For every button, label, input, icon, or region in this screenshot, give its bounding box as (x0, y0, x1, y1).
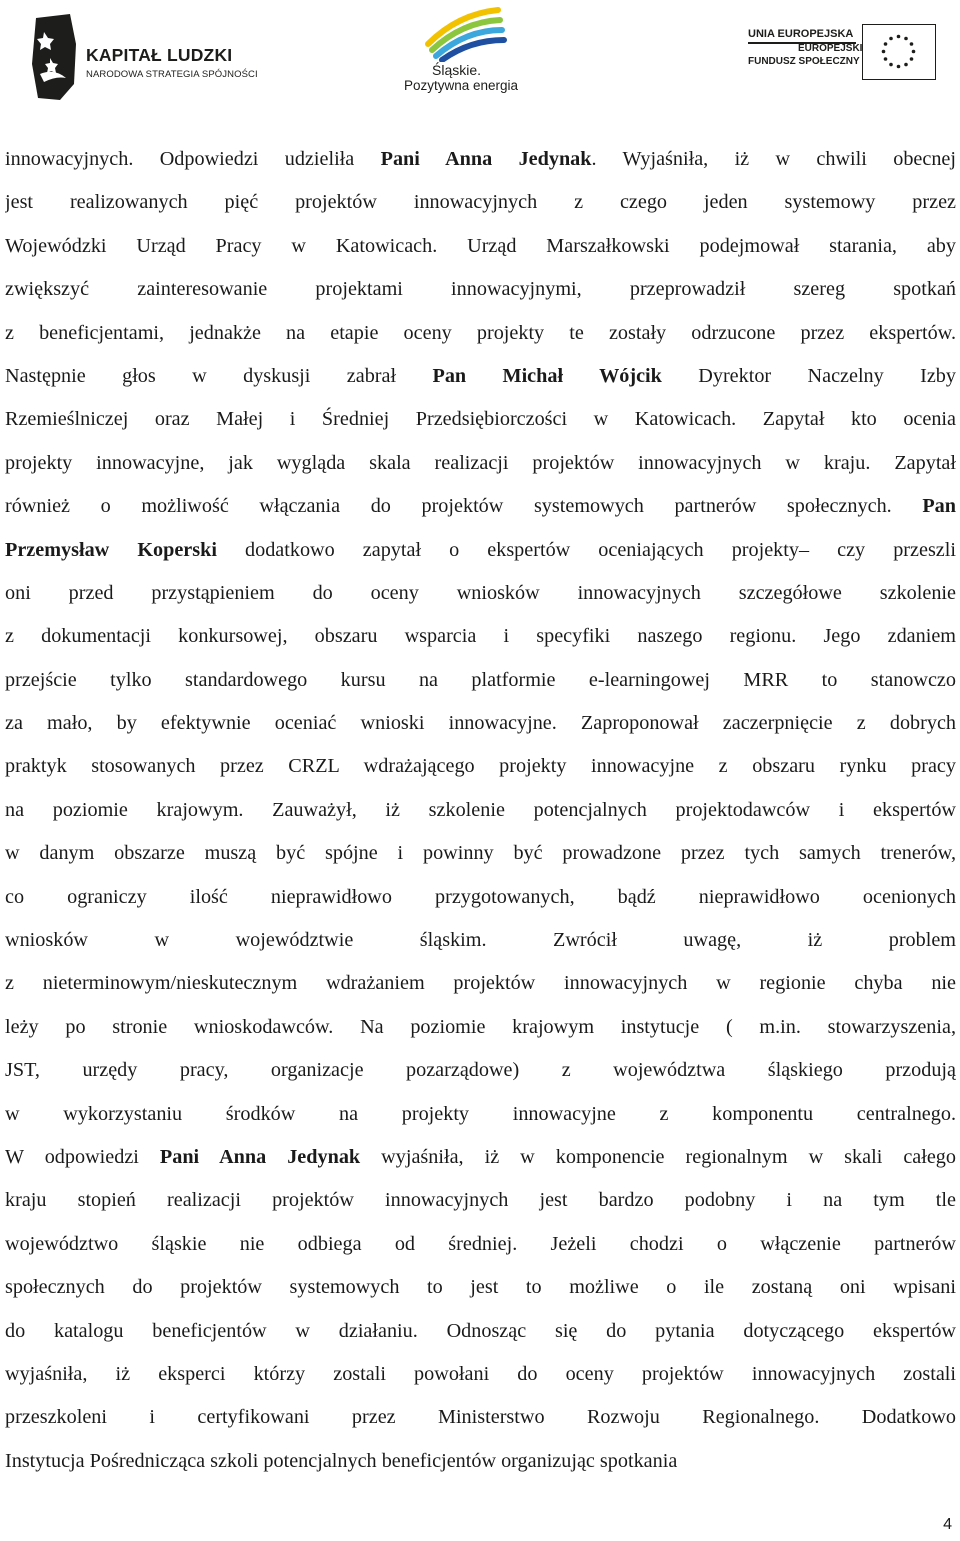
text-line (5, 138, 956, 181)
text-line (5, 485, 956, 528)
text-run: w danym obszarze muszą być spójne i powinny być prowadzone przez tych samych trenerów, (5, 842, 956, 865)
text-line (5, 442, 956, 485)
document-body (5, 138, 956, 1483)
bold-name: Pani Anna Jedynak (159, 1145, 361, 1168)
bold-name: Przemysław Koperski (5, 538, 217, 561)
text-run: oni przed przystąpieniem do oceny wniosków innowacyjnych szczegółowe szkolenie (5, 581, 956, 604)
text-line (5, 659, 956, 702)
text-run: z beneficjentami, jednakże na etapie oceny projekty te zostały odrzucone przez ekspertów. (5, 321, 956, 344)
eu-line-1: UNIA EUROPEJSKA (748, 28, 854, 40)
eu-star-icon (904, 37, 908, 41)
text-run: Wojewódzki Urząd Pracy w Katowicach. Urząd Marszałkowski podejmował starania, aby (5, 234, 956, 257)
eu-star-icon (912, 50, 916, 54)
text-line (5, 398, 956, 441)
kapital-ludzki-logo (30, 14, 258, 104)
text-run: dodatkowo zapytał o ekspertów oceniających projekty– czy przeszli (216, 538, 956, 561)
eu-star-icon (910, 57, 914, 61)
text-line (5, 312, 956, 355)
text-line (5, 1136, 956, 1179)
eu-line-3: FUNDUSZ SPOŁECZNY (748, 56, 860, 67)
text-run: W odpowiedzi (5, 1145, 160, 1168)
text-run: Rzemieślniczej oraz Małej i Średniej Przedsiębiorczości w Katowicach. Zapytał kto ocenia (5, 408, 956, 431)
text-run: również o możliwość włączania do projektów systemowych partnerów społecznych. (5, 495, 923, 518)
text-run: projekty innowacyjne, jak wygląda skala realizacji projektów innowacyjnych w kraju. Zapytał (5, 451, 956, 474)
text-run: leży po stronie wnioskodawców. Na poziomie krajowym instytucje ( m.in. stowarzyszenia, (5, 1015, 956, 1038)
eu-star-icon (897, 65, 901, 69)
text-run: JST, urzędy pracy, organizacje pozarządowe) z województwa śląskiego przodują (5, 1059, 956, 1082)
text-run: Następnie głos w dyskusji zabrał (5, 364, 433, 387)
eu-star-icon (889, 37, 893, 41)
text-line (5, 181, 956, 224)
text-run: przejście tylko standardowego kursu na platformie e-learningowej MRR to stanowczo (5, 668, 956, 691)
text-line (5, 1049, 956, 1092)
text-line (5, 615, 956, 658)
eu-star-icon (889, 63, 893, 67)
page-number: 4 (943, 1516, 952, 1533)
text-run: Instytucja Pośrednicząca szkoli potencjalnych beneficjentów organizując spotkania (5, 1449, 678, 1472)
text-line (5, 268, 956, 311)
text-line (5, 529, 956, 572)
eu-star-icon (884, 42, 888, 46)
text-run: co ograniczy ilość nieprawidłowo przygotowanych, bądź nieprawidłowo ocenionych (5, 885, 956, 908)
text-run: województwo śląskie nie odbiega od średniej. Jeżeli chodzi o włączenie partnerów (5, 1232, 956, 1255)
text-run: kraju stopień realizacji projektów innowacyjnych jest bardzo podobny i na tym tle (5, 1189, 956, 1212)
text-run: praktyk stosowanych przez CRZL wdrażającego projekty innowacyjne z obszaru rynku pracy (5, 755, 956, 778)
text-run: z dokumentacji konkursowej, obszaru wsparcia i specyfiki naszego regionu. Jego zdaniem (5, 625, 956, 648)
eu-star-icon (897, 35, 901, 39)
text-run: z nieterminowym/nieskutecznym wdrażaniem projektów innowacyjnych w regionie chyba nie (5, 972, 956, 995)
text-line (5, 919, 956, 962)
slaskie-logo (398, 4, 528, 96)
text-run: przeszkoleni i certyfikowani przez Ministerstwo Rozwoju Regionalnego. Dodatkowo (5, 1406, 956, 1429)
text-line (5, 1223, 956, 1266)
kapital-ludzki-subtitle: NARODOWA STRATEGIA SPÓJNOŚCI (86, 69, 258, 80)
text-line (5, 1353, 956, 1396)
kapital-ludzki-title: KAPITAŁ LUDZKI (86, 45, 233, 65)
text-line (5, 1006, 956, 1049)
text-line (5, 1310, 956, 1353)
text-line (5, 225, 956, 268)
eu-star-icon (904, 63, 908, 67)
text-run: wyjaśniła, iż eksperci którzy zostali powołani do oceny projektów innowacyjnych zostali (5, 1362, 956, 1385)
slaskie-title: Śląskie. (432, 62, 482, 78)
text-run: w wykorzystaniu środków na projekty innowacyjne z komponentu centralnego. (5, 1102, 956, 1125)
text-run: zwiększyć zainteresowanie projektami innowacyjnymi, przeprowadził szereg spotkań (5, 278, 956, 301)
text-line (5, 962, 956, 1005)
bold-name: Pani Anna Jedynak (380, 148, 592, 170)
text-run: do katalogu beneficjentów w działaniu. Odnosząc się do pytania dotyczącego ekspertów (5, 1319, 956, 1342)
text-line (5, 876, 956, 919)
text-line (5, 1440, 956, 1483)
text-line (5, 1093, 956, 1136)
text-run: Dyrektor Naczelny Izby (661, 364, 956, 387)
bold-name: Pan (922, 495, 956, 518)
text-line (5, 355, 956, 398)
slaskie-subtitle: Pozytywna energia (404, 78, 519, 93)
text-run: na poziomie krajowym. Zauważył, iż szkolenie potencjalnych projektodawców i ekspertów (5, 798, 956, 821)
text-line (5, 745, 956, 788)
text-line (5, 1179, 956, 1222)
text-line (5, 702, 956, 745)
bold-name: Pan Michał Wójcik (432, 364, 662, 387)
text-run: jest realizowanych pięć projektów innowacyjnych z czego jeden systemowy przez (5, 191, 956, 214)
eu-logo (748, 24, 938, 90)
page-header (0, 0, 960, 110)
eu-star-icon (910, 42, 914, 46)
text-run: wniosków w województwie śląskim. Zwrócił uwagę, iż problem (5, 929, 956, 952)
text-line (5, 832, 956, 875)
text-run: za mało, by efektywnie oceniać wnioski innowacyjne. Zaproponował zaczerpnięcie z dobrych (5, 712, 956, 735)
text-line (5, 572, 956, 615)
text-run: . Wyjaśniła, iż w chwili obecnej (591, 148, 956, 170)
eu-flag-icon (862, 24, 936, 80)
eu-star-icon (882, 50, 886, 54)
text-line (5, 1266, 956, 1309)
kapital-ludzki-emblem-icon (30, 14, 78, 102)
eu-star-icon (884, 57, 888, 61)
text-line (5, 789, 956, 832)
text-run: innowacyjnych. Odpowiedzi udzieliła (5, 148, 381, 170)
text-line (5, 1396, 956, 1439)
eu-line-2: EUROPEJSKI (798, 43, 863, 54)
text-run: społecznych do projektów systemowych to jest to możliwe o ile zostaną oni wpisani (5, 1276, 956, 1299)
slaskie-wave-icon (418, 4, 508, 62)
text-run: wyjaśniła, iż w komponencie regionalnym w skali całego (360, 1145, 956, 1168)
